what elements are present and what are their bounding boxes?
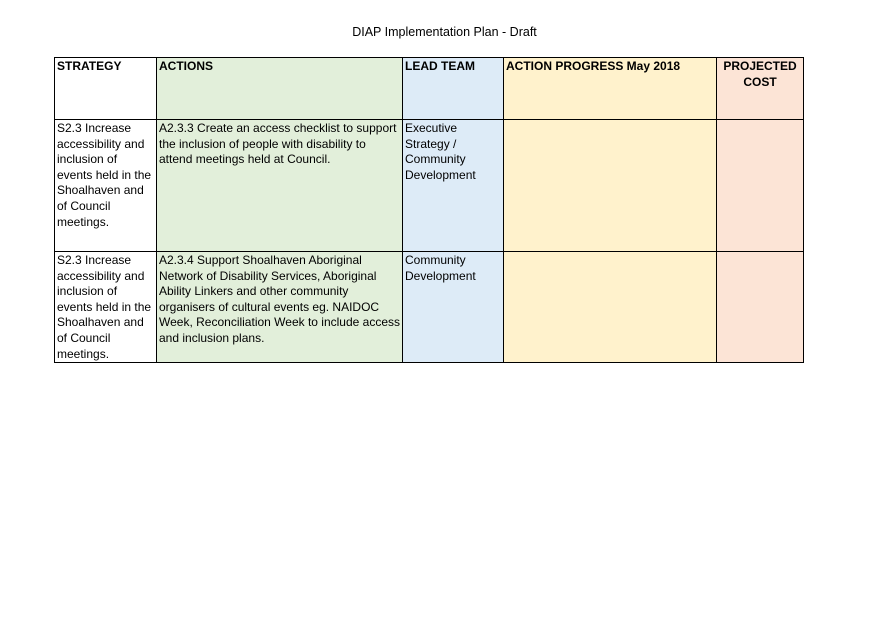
lead-team-cell: Executive Strategy / Community Development [403,120,504,252]
action-progress-cell [504,120,717,252]
header-strategy: STRATEGY [55,58,157,120]
projected-cost-cell [717,252,804,363]
projected-cost-cell [717,120,804,252]
action-progress-cell [504,252,717,363]
header-projected-cost: PROJECTED COST [717,58,804,120]
table-header-row [55,58,804,120]
header-lead-team: LEAD TEAM [403,58,504,120]
table-row [55,120,804,252]
action-cell: A2.3.3 Create an access checklist to support the inclusion of people with disability to attend meetings held at Council. [157,120,403,252]
action-cell: A2.3.4 Support Shoalhaven Aboriginal Network of Disability Services, Aboriginal Ability Linkers and other community organisers of cultural events eg. NAIDOC Week, Reconciliation Week to include access and inclusion plans. [157,252,403,363]
header-actions: ACTIONS [157,58,403,120]
strategy-cell: S2.3 Increase accessibility and inclusion of events held in the Shoalhaven and of Council meetings. [55,120,157,252]
strategy-cell: S2.3 Increase accessibility and inclusion of events held in the Shoalhaven and of Council meetings. [55,252,157,363]
implementation-plan-table [54,57,804,363]
page-title: DIAP Implementation Plan - Draft [352,25,537,39]
table-row [55,252,804,363]
lead-team-cell: Community Development [403,252,504,363]
header-action-progress: ACTION PROGRESS May 2018 [504,58,717,120]
